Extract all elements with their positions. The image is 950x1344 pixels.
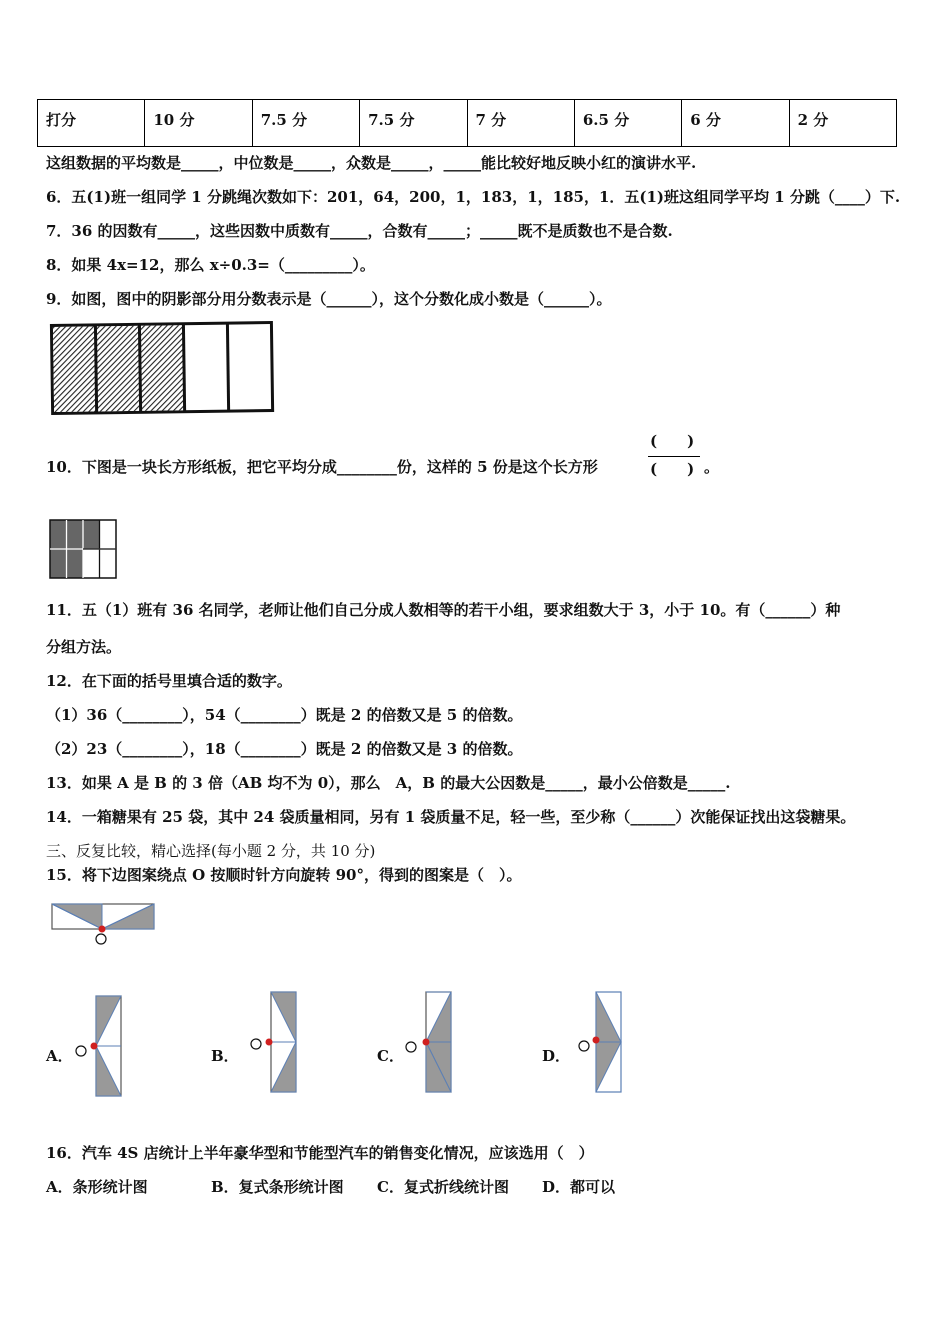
q10-fraction-denominator: ( ) <box>650 460 695 478</box>
question-12: 12．在下面的括号里填合适的数字。 <box>46 672 292 690</box>
q5-continuation: 这组数据的平均数是_____，中位数是_____，众数是_____，_____能比较好地反映小红的演讲水平. <box>46 154 697 172</box>
table-cell: 2 分 <box>789 100 896 147</box>
question-11-continuation: 分组方法。 <box>46 638 122 656</box>
q16-option-b[interactable]: B．复式条形统计图 <box>211 1178 344 1196</box>
question-12-part-2: （2）23（________），18（________）既是 2 的倍数又是 3 的倍数。 <box>46 740 523 758</box>
q15-option-c-label[interactable]: C． <box>377 1047 404 1065</box>
question-13: 13．如果 A 是 B 的 3 倍（AB 均不为 0），那么 A，B 的最大公因数是_____，最小公倍数是_____. <box>46 774 731 792</box>
question-11: 11．五（1）班有 36 名同学，老师让他们自己分成人数相等的若干小组，要求组数大于 3，小于 10。有（______）种 <box>46 601 841 619</box>
question-7: 7．36 的因数有_____，这些因数中质数有_____，合数有_____；_____既不是质数也不是合数. <box>46 222 673 240</box>
section-3-heading: 三、反复比较，精心选择(每小题 2 分，共 10 分) <box>46 842 376 860</box>
q15-option-d-label[interactable]: D． <box>542 1047 571 1065</box>
table-cell: 7 分 <box>467 100 574 147</box>
question-12-part-1: （1）36（________），54（________）既是 2 的倍数又是 5 的倍数。 <box>46 706 523 724</box>
table-cell: 6.5 分 <box>574 100 681 147</box>
question-15: 15．将下边图案绕点 O 按顺时针方向旋转 90°，得到的图案是（ ）。 <box>46 866 522 884</box>
q10-grid-figure <box>49 519 119 581</box>
q16-option-d[interactable]: D．都可以 <box>542 1178 616 1196</box>
q15-option-a-label[interactable]: A． <box>46 1047 73 1065</box>
q15-option-b-figure[interactable] <box>247 986 307 1096</box>
q10-fraction-numerator: ( ) <box>650 432 695 450</box>
table-cell: 10 分 <box>145 100 252 147</box>
q16-option-a[interactable]: A．条形统计图 <box>46 1178 148 1196</box>
q10-tail: 。 <box>704 458 720 476</box>
q10-fraction-bar <box>648 456 700 457</box>
q15-option-a-figure[interactable] <box>72 990 132 1100</box>
table-row <box>38 100 897 147</box>
table-cell: 打分 <box>38 100 145 147</box>
table-cell: 7.5 分 <box>252 100 359 147</box>
table-cell: 7.5 分 <box>360 100 467 147</box>
question-16: 16．汽车 4S 店统计上半年豪华型和节能型汽车的销售变化情况，应该选用（ ） <box>46 1144 594 1162</box>
score-table <box>37 99 897 147</box>
question-10: 10．下图是一块长方形纸板，把它平均分成________份，这样的 5 份是这个长方形 <box>46 458 598 476</box>
question-8: 8．如果 4x=12，那么 x÷0.3=（_________）。 <box>46 256 375 274</box>
table-cell: 6 分 <box>682 100 789 147</box>
q15-option-c-figure[interactable] <box>402 986 462 1096</box>
q16-option-c[interactable]: C．复式折线统计图 <box>377 1178 509 1196</box>
q9-shaded-rectangle-figure <box>50 318 280 418</box>
question-9: 9．如图，图中的阴影部分用分数表示是（______），这个分数化成小数是（______）。 <box>46 290 612 308</box>
q15-original-pattern <box>50 902 160 952</box>
q15-option-d-figure[interactable] <box>572 986 632 1096</box>
question-14: 14．一箱糖果有 25 袋，其中 24 袋质量相同，另有 1 袋质量不足，轻一些，至少称（______）次能保证找出这袋糖果。 <box>46 808 856 826</box>
question-6: 6．五(1)班一组同学 1 分跳绳次数如下：201，64，200，1，183，1，185，1．五(1)班这组同学平均 1 分跳（____）下. <box>46 188 901 206</box>
q15-option-b-label[interactable]: B． <box>211 1047 239 1065</box>
